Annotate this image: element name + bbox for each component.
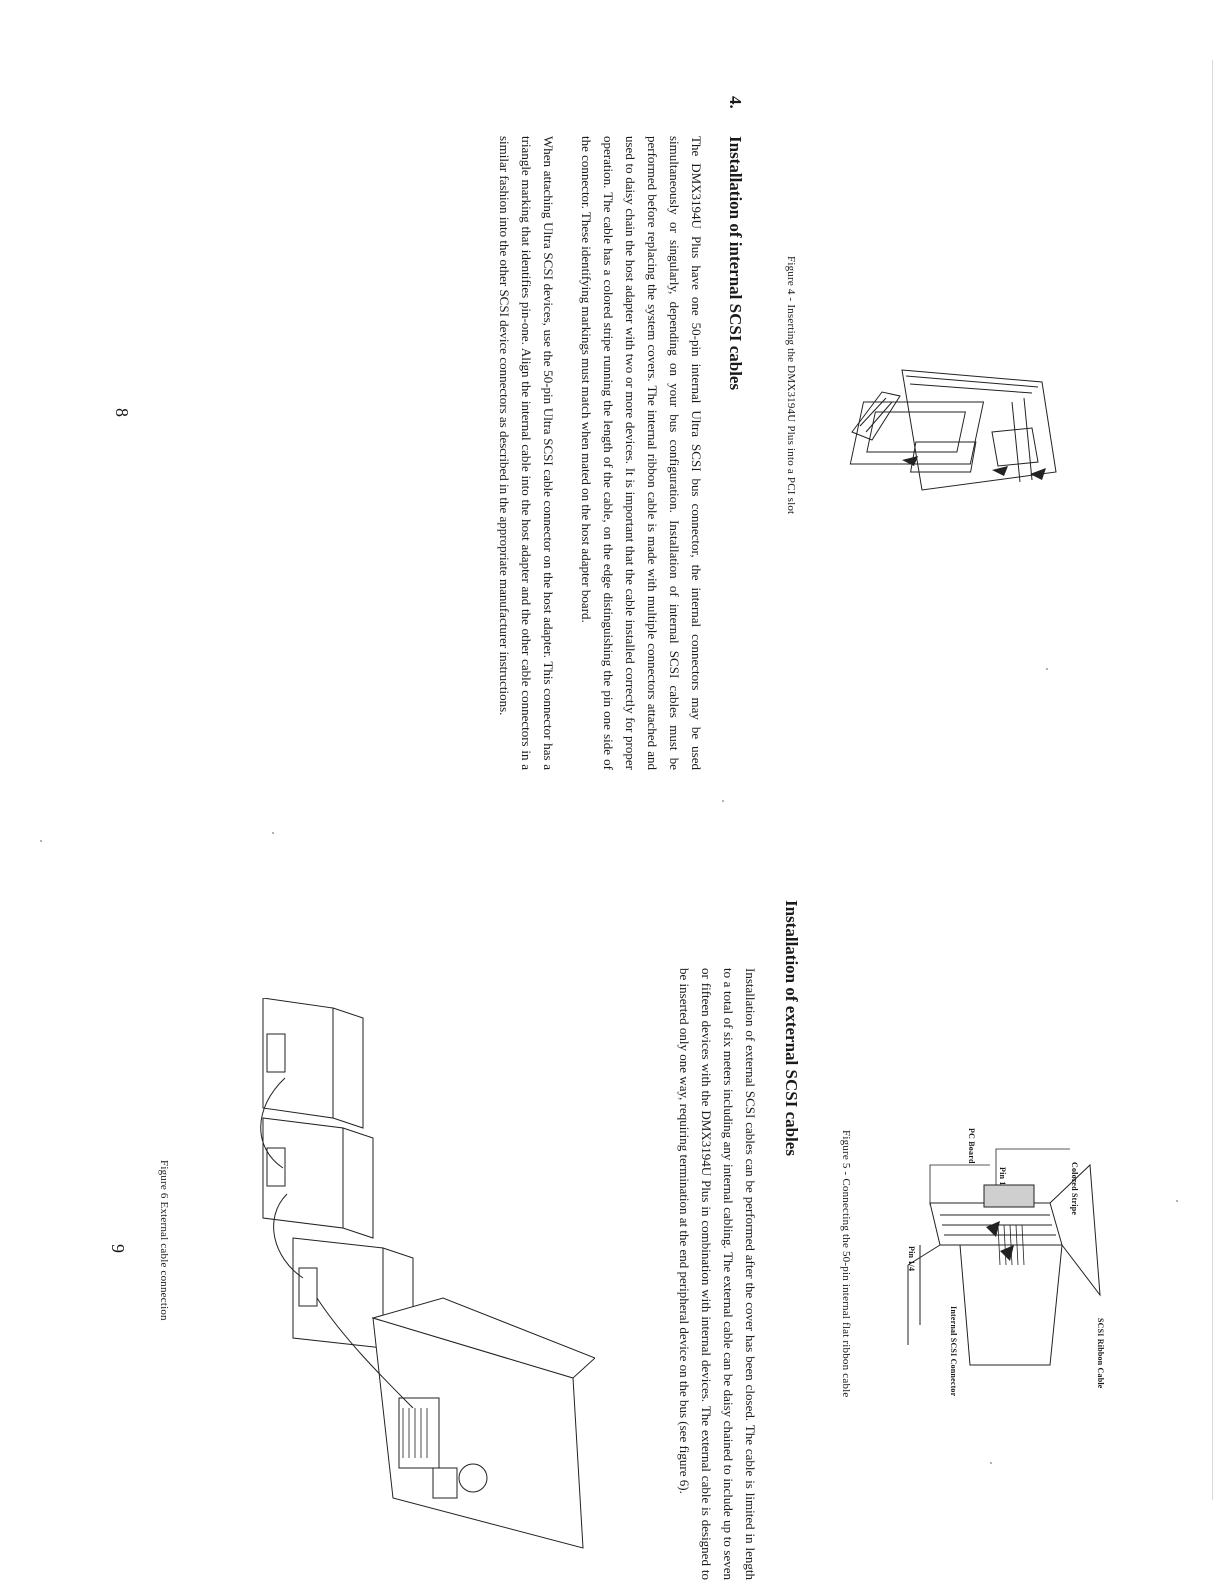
- figure-5-label-pc-board: PC Board: [967, 1128, 976, 1164]
- figure-4-illustration: [842, 362, 1064, 500]
- figure-4-caption: Figure 4 - Inserting the DMX3194U Plus into a PCI slot: [785, 256, 797, 515]
- section-4-body: [477, 136, 707, 770]
- scan-speck: [40, 840, 42, 842]
- scan-speck: [990, 1462, 992, 1464]
- figure-5-label-ribbon-cable: SCSI Ribbon Cable: [1096, 1318, 1105, 1389]
- page-edge-line: [1212, 60, 1213, 1500]
- external-cable-drawing: [243, 998, 595, 1558]
- figure-5-caption: Figure 5 - Connecting the 50-pin internal flat ribbon cable: [840, 1130, 852, 1398]
- scan-speck: [1176, 1200, 1178, 1202]
- figure-5-label-internal-connector: Internal SCSI Connector: [949, 1306, 958, 1397]
- figure-5-label-pin-1: Pin 1: [998, 1167, 1007, 1186]
- figure-6-illustration: [243, 998, 595, 1558]
- section-4-number: 4.: [726, 96, 745, 109]
- section-external-paragraph-1: Installation of external SCSI cables can be performed after the cover has been closed. The cable is limited in length to a total of six meters including any internal cabling. The external cable can be daisy chained to include up to seven or fifteen devices with the DMX3194U Plus in combination with internal devices. The external cable is designed to be inserted only one way, requiring termination at the end peripheral device on the bus (see figure 6).: [677, 968, 758, 1580]
- scan-speck: [722, 800, 724, 802]
- scan-speck: [272, 832, 274, 834]
- section-4-title: Installation of internal SCSI cables: [726, 136, 745, 391]
- figure-5-label-colored-stripe: Colored Stripe: [1070, 1162, 1079, 1216]
- page-number-9: 9: [108, 1244, 128, 1253]
- pci-slot-drawing: [842, 362, 1064, 500]
- figure-6-caption: Figure 6 External cable connection: [158, 1160, 170, 1321]
- section-4-paragraph-1: The DMX3194U Plus have one 50-pin internal Ultra SCSI bus connector, the internal connectors may be used simultaneously or singularly, depending on your bus configuration. Installation of internal SCSI cables must be performed before replacing the system covers. The internal ribbon cable is made with multiple connectors attached and used to daisy chain the host adapter with two or more devices. It is important that the cable installed correctly for proper operation. The cable has a colored stripe running the length of the cable, on the edge distinguishing the pin one side of the connector. These identifying markings must match when mated on the host adapter board.: [579, 136, 704, 770]
- section-external-title: Installation of external SCSI cables: [782, 900, 801, 1156]
- scan-speck: [1046, 668, 1048, 670]
- figure-5-label-pin-marker: Pin 1/4: [907, 1246, 916, 1272]
- section-external-body: [657, 968, 761, 1580]
- page-number-8: 8: [112, 408, 132, 417]
- section-4-paragraph-2: When attaching Ultra SCSI devices, use the 50-pin Ultra SCSI cable connector on the host adapter. This connector has a triangle marking that identifies pin-one. Align the internal cable into the host adapter and the other cable connectors in a similar fashion into the other SCSI device connectors as described in the appropriate manufacturer instructions.: [497, 136, 556, 770]
